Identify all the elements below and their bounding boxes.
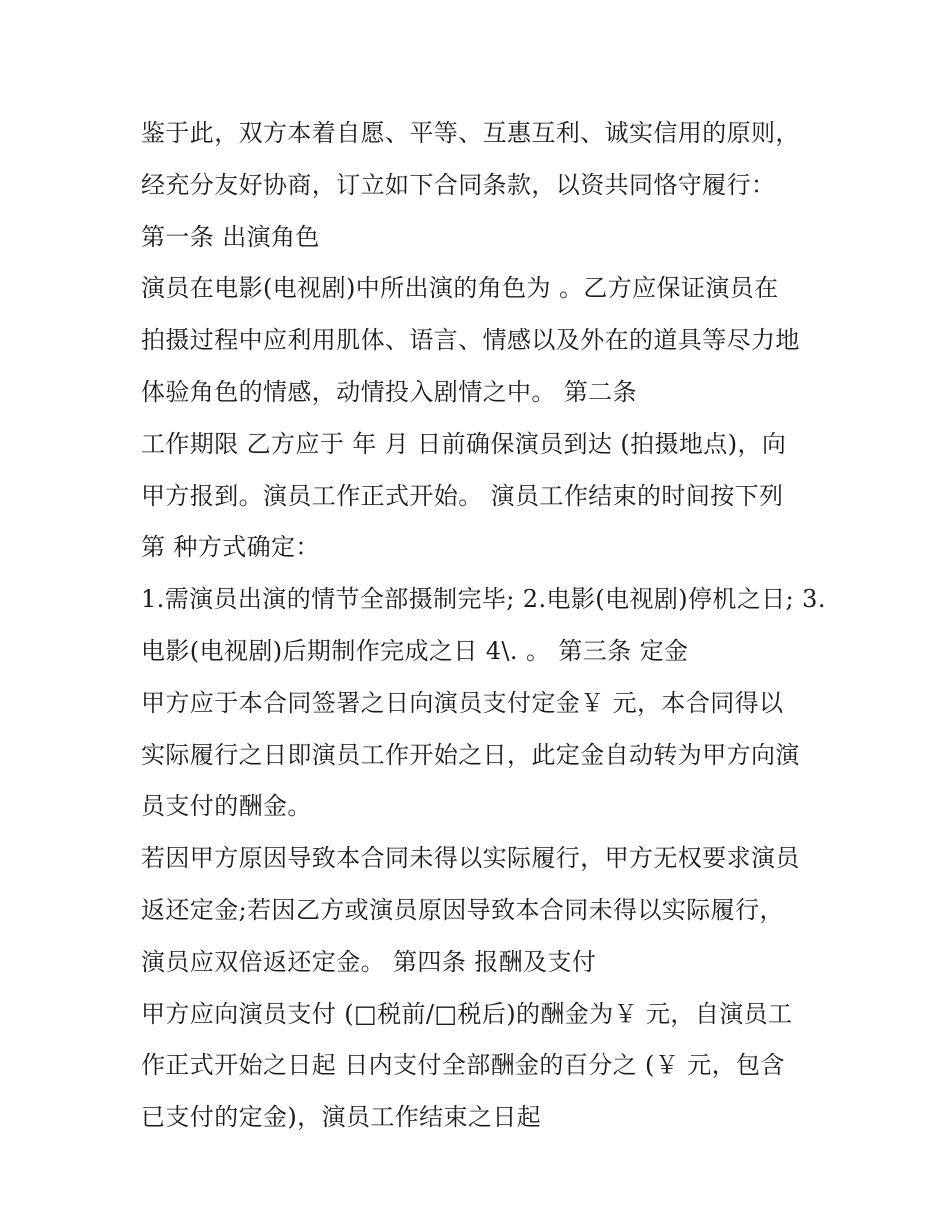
article-heading: 第一条 出演角色	[141, 222, 320, 251]
text-line: 鉴于此，双方本着自愿、平等、互惠互利、诚实信用的原则，	[141, 119, 800, 147]
text-line: 甲方报到。演员工作正式开始。 演员工作结束的时间按下列	[141, 481, 784, 510]
text-line: 演员应双倍返还定金。 第四条 报酬及支付	[141, 947, 597, 976]
text-line: 工作期限 乙方应于 年 月 日前确保演员到达 (拍摄地点)，向	[141, 429, 787, 458]
text-line: 甲方应向演员支付 (□税前/□税后)的酬金为￥ 元，自演员工	[141, 999, 793, 1028]
text-line: 演员在电影(电视剧)中所出演的角色为 。乙方应保证演员在	[141, 274, 779, 303]
text-line: 第 种方式确定：	[141, 533, 320, 562]
text-line: 电影(电视剧)后期制作完成之日 4\. 。 第三条 定金	[141, 636, 689, 665]
text-line: 返还定金;若因乙方或演员原因导致本合同未得以实际履行，	[141, 895, 784, 924]
text-line: 1.需演员出演的情节全部摄制完毕; 2.电影(电视剧)停机之日; 3.	[141, 585, 826, 614]
text-line: 实际履行之日即演员工作开始之日，此定金自动转为甲方向演	[141, 740, 800, 769]
text-line: 甲方应于本合同签署之日向演员支付定金￥ 元，本合同得以	[141, 688, 784, 717]
text-line: 体验角色的情感，动情投入剧情之中。 第二条	[141, 377, 638, 406]
text-line: 若因甲方原因导致本合同未得以实际履行，甲方无权要求演员	[141, 844, 800, 873]
document-body	[141, 108, 826, 1144]
text-line: 拍摄过程中应利用肌体、语言、情感以及外在的道具等尽力地	[141, 326, 800, 355]
text-line: 经充分友好协商，订立如下合同条款，以资共同恪守履行：	[141, 170, 776, 199]
text-line: 已支付的定金)，演员工作结束之日起	[141, 1103, 542, 1132]
text-line: 员支付的酬金。	[141, 792, 312, 821]
text-line: 作正式开始之日起 日内支付全部酬金的百分之 (￥ 元，包含	[141, 1051, 785, 1080]
